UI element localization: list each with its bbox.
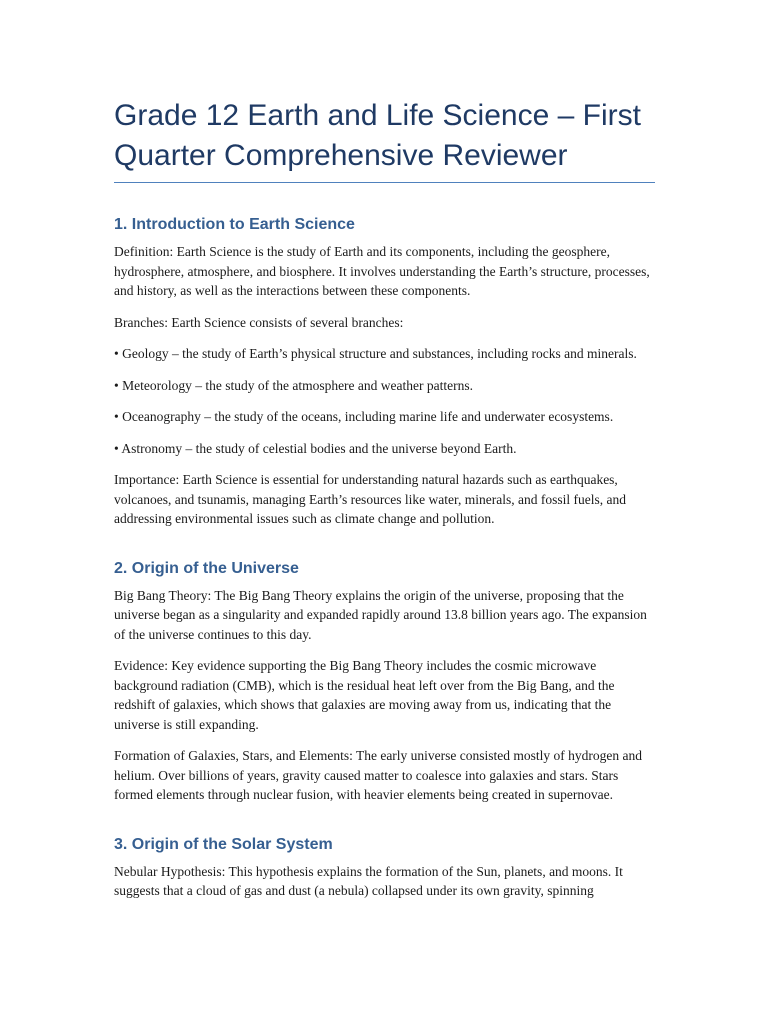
- paragraph-formation: Formation of Galaxies, Stars, and Elements: The early universe consisted mostly of hydrogen and helium. Over billions of years, gravity caused matter to coalesce into galaxies and stars. Stars formed elements through nuclear fusion, with heavier elements being created in supernovae.: [114, 748, 643, 802]
- section-introduction-to-earth-science: [114, 214, 655, 529]
- bullet-meteorology: • Meteorology – the study of the atmosphere and weather patterns.: [114, 377, 473, 393]
- section-heading: 2. Origin of the Universe: [114, 559, 299, 577]
- paragraph-nebular-hypothesis: Nebular Hypothesis: This hypothesis explains the formation of the Sun, planets, and moons. It suggests that a cloud of gas and dust (a nebula) collapsed under its own gravity, spinning: [114, 863, 623, 898]
- bullet-astronomy: • Astronomy – the study of celestial bodies and the universe beyond Earth.: [114, 440, 517, 456]
- section-origin-of-the-universe: [114, 558, 655, 805]
- paragraph-importance: Importance: Earth Science is essential for understanding natural hazards such as earthquakes, volcanoes, and tsunamis, managing Earth’s resources like water, minerals, and fossil fuels, and addressing environmental issues such as climate change and pollution.: [114, 472, 626, 526]
- paragraph-big-bang-theory: Big Bang Theory: The Big Bang Theory explains the origin of the universe, proposing that the universe began as a singularity and expanded rapidly around 13.8 billion years ago. The expansion of the universe continues to this day.: [114, 587, 647, 642]
- document-title: Grade 12 Earth and Life Science – First Quarter Comprehensive Reviewer: [114, 96, 655, 183]
- section-origin-of-the-solar-system: [114, 834, 655, 901]
- bullet-geology: • Geology – the study of Earth’s physical structure and substances, including rocks and minerals.: [114, 346, 637, 361]
- paragraph-definition: Definition: Earth Science is the study of Earth and its components, including the geosphere, hydrosphere, atmosphere, and biosphere. It involves understanding the Earth’s structure, processes, and history, as well as the interactions between these components.: [114, 244, 650, 298]
- section-heading: 3. Origin of the Solar System: [114, 835, 333, 853]
- section-heading: 1. Introduction to Earth Science: [114, 216, 355, 233]
- document-page: [114, 96, 655, 913]
- bullet-oceanography: • Oceanography – the study of the oceans, including marine life and underwater ecosystems.: [114, 409, 614, 424]
- paragraph-branches: Branches: Earth Science consists of several branches:: [114, 314, 404, 330]
- paragraph-evidence: Evidence: Key evidence supporting the Big Bang Theory includes the cosmic microwave background radiation (CMB), which is the residual heat left over from the Big Bang, and the redshift of galaxies, which shows that galaxies are moving away from us, indicating that the universe is still expanding.: [114, 658, 615, 732]
